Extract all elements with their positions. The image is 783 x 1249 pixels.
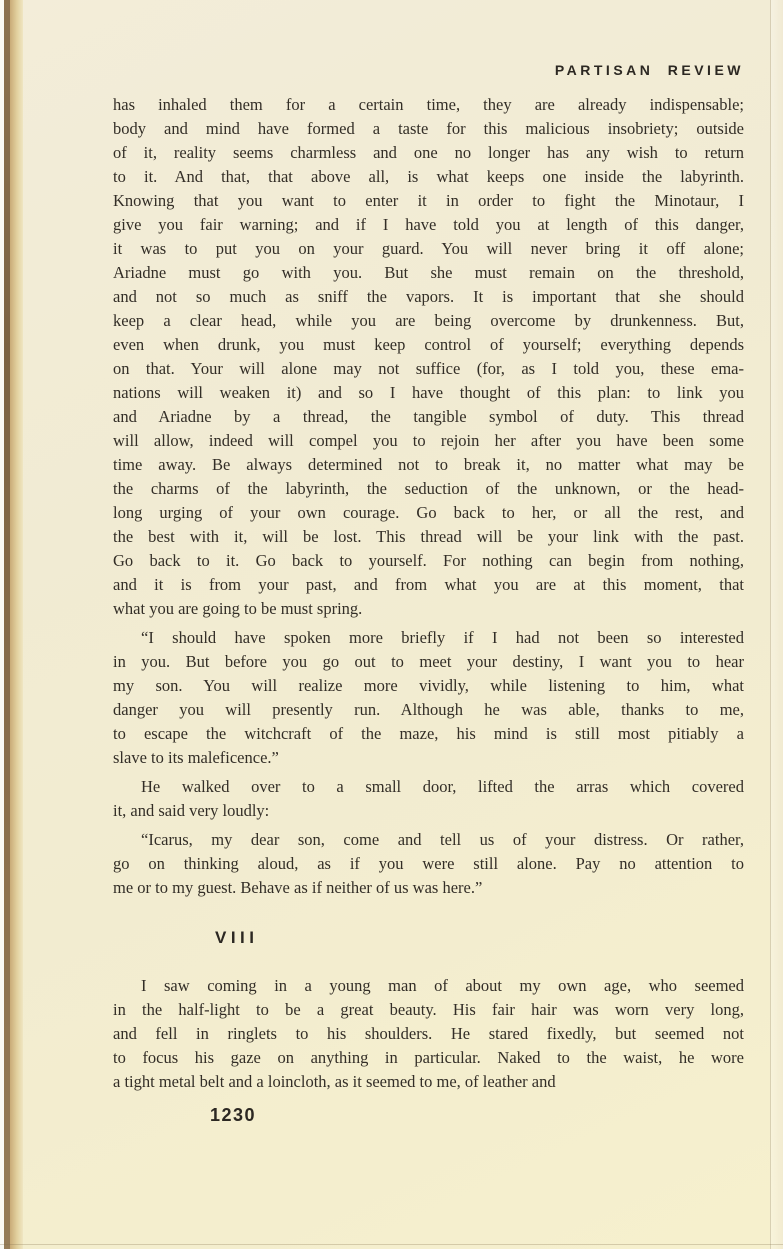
section-heading: VIII [215,928,259,947]
text-line: and not so much as sniff the vapors. It is important that she should [113,287,744,306]
text-line: the charms of the labyrinth, the seduction of the unknown, or the head- [113,479,744,498]
text-line: to escape the witchcraft of the maze, his mind is still most pitiably a [113,724,744,743]
text-line: “I should have spoken more briefly if I had not been so interested [141,628,744,647]
text-line: keep a clear head, while you are being overcome by drunkenness. But, [113,311,744,330]
text-line: give you fair warning; and if I have told you at length of this danger, [113,215,744,234]
paragraph [113,93,744,621]
paragraph [113,974,744,1094]
running-header: PARTISAN REVIEW [554,62,744,78]
text-line: I saw coming in a young man of about my own age, who seemed [141,976,744,995]
text-line: Knowing that you want to enter it in order to fight the Minotaur, I [113,191,744,210]
text-line: time away. Be always determined not to break it, no matter what may be [113,455,744,474]
text-line: nations will weaken it) and so I have thought of this plan: to link you [113,383,744,402]
page-number: 1230 [210,1105,257,1125]
text-line: me or to my guest. Behave as if neither of us was here.” [113,878,483,897]
text-line: to focus his gaze on anything in particular. Naked to the waist, he wore [113,1048,744,1067]
text-line: and fell in ringlets to his shoulders. He stared fixedly, but seemed not [113,1024,744,1043]
text-line: Go back to it. Go back to yourself. For nothing can begin from nothing, [113,551,744,570]
text-line: of it, reality seems charmless and one no longer has any wish to return [113,143,744,162]
text-line: long urging of your own courage. Go back to her, or all the rest, and [113,503,744,522]
text-line: and Ariadne by a thread, the tangible symbol of duty. This thread [113,407,744,426]
text-line: a tight metal belt and a loincloth, as it seemed to me, of leather and [113,1072,556,1091]
paragraph [113,828,744,900]
page-content [113,93,744,1099]
paragraph [113,626,744,770]
binding-edge-tan [10,0,23,1249]
text-line: in the half-light to be a great beauty. His fair hair was worn very long, [113,1000,744,1019]
text-line: go on thinking aloud, as if you were still alone. Pay no attention to [113,854,744,873]
text-line: the best with it, will be lost. This thread will be your link with the past. [113,527,744,546]
page-edge-right [770,0,783,1249]
text-line: to it. And that, that above all, is what keeps one inside the labyrinth. [113,167,744,186]
text-line: body and mind have formed a taste for this malicious insobriety; outside [113,119,744,138]
text-line: has inhaled them for a certain time, they are already indispensable; [113,95,744,114]
text-line: it was to put you on your guard. You will never bring it off alone; [113,239,744,258]
text-line: in you. But before you go out to meet your destiny, I want you to hear [113,652,744,671]
text-line: my son. You will realize more vividly, while listening to him, what [113,676,744,695]
text-line: even when drunk, you must keep control of yourself; everything depends [113,335,744,354]
text-line: Ariadne must go with you. But she must remain on the threshold, [113,263,744,282]
text-line: it, and said very loudly: [113,801,270,820]
text-line: what you are going to be must spring. [113,599,363,618]
text-line: slave to its maleficence.” [113,748,279,767]
paragraph [113,775,744,823]
text-line: will allow, indeed will compel you to rejoin her after you have been some [113,431,744,450]
text-line: and it is from your past, and from what you are at this moment, that [113,575,744,594]
text-line: on that. Your will alone may not suffice (for, as I told you, these ema- [113,359,744,378]
text-line: “Icarus, my dear son, come and tell us of your distress. Or rather, [141,830,744,849]
text-line: danger you will presently run. Although he was able, thanks to me, [113,700,744,719]
text-line: He walked over to a small door, lifted the arras which covered [141,777,744,796]
page-edge-bottom [0,1244,783,1245]
